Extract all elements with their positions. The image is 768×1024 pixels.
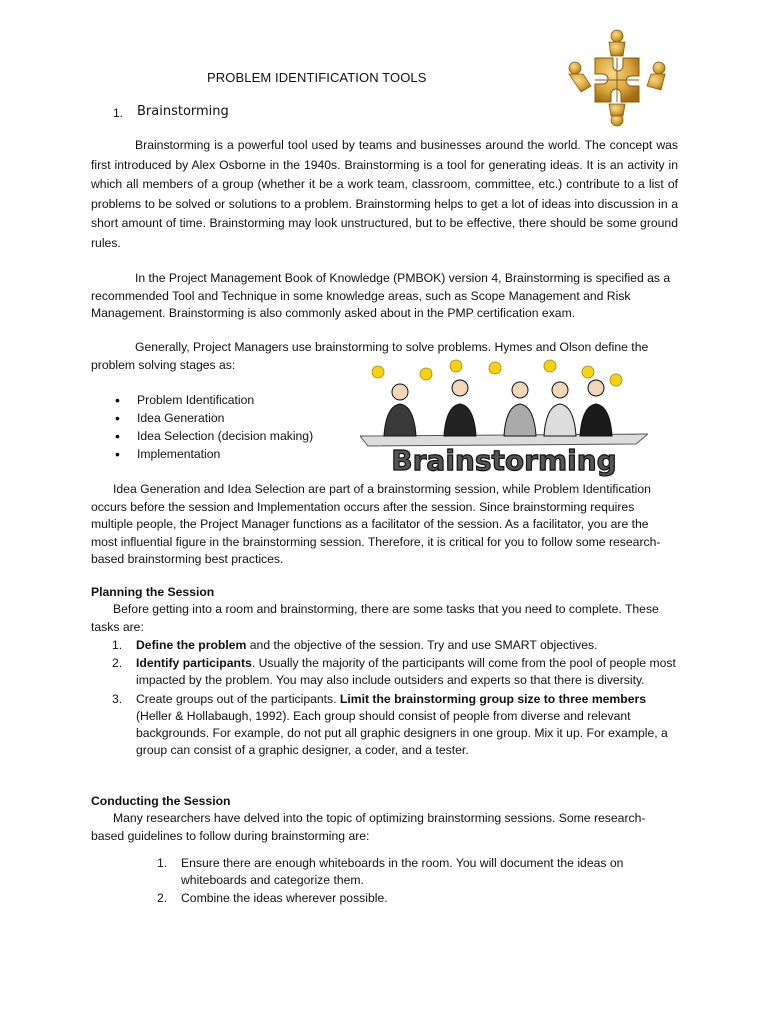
- planning-intro: Before getting into a room and brainstorming, there are some tasks that you need to complete. These tasks are:: [91, 602, 659, 634]
- conducting-heading: Conducting the Session: [91, 794, 231, 808]
- list-item: • Idea Selection (decision making): [115, 427, 313, 445]
- section-heading: Brainstorming: [137, 104, 229, 119]
- brainstorming-illustration: [360, 358, 648, 478]
- paragraph-facilitator: Idea Generation and Idea Selection are part of a brainstorming session, while Problem Identification occurs before the session and Implementation occurs after the session. Since brainstorming requires multiple people, the Project Manager functions as a facilitator of the session. As a facilitator, you are the most influential figure in the brainstorming session. Therefore, it is critical for you to follow some research-based brainstorming best practices.: [91, 482, 661, 566]
- list-item: 3. Create groups out of the participants. Limit the brainstorming group size to three members (Heller & Hollabaugh, 1992). Each group should consist of people from diverse and relevant backgrounds. For example, do not put all graphic designers in one group. Mix it up. For example, a group can consist of a graphic designer, a coder, and a tester.: [112, 691, 668, 758]
- paragraph-intro: Brainstorming is a powerful tool used by teams and businesses around the world. The concept was first introduced by Alex Osborne in the 1940s. Brainstorming is a tool for generating ideas. It is an activity in which all members of a group (whether it be a work team, classroom, committee, etc.) contribute to a list of problems to be solved or solutions to a problem. Brainstorming helps to get a lot of ideas into discussion in a short amount of time. Brainstorming may look unstructured, but to be effective, there should be some ground rules.: [91, 138, 678, 250]
- list-item: • Problem Identification: [115, 391, 313, 409]
- list-item: 2. Identify participants. Usually the majority of the participants will come from the pool of people most impacted by the problem. You may also include outsiders and experts so that there is diversity.: [112, 656, 676, 688]
- list-item: 2. Combine the ideas wherever possible.: [157, 891, 388, 906]
- list-item: 1. Ensure there are enough whiteboards in the room. You will document the ideas on whiteboards and categorize them.: [157, 856, 624, 888]
- conducting-list: [157, 855, 677, 909]
- section-number: 1.: [113, 106, 124, 120]
- brainstorming-banner-text: Brainstorming: [391, 444, 617, 477]
- planning-list: [112, 637, 678, 760]
- team-puzzle-illustration: [565, 28, 670, 133]
- page-title: PROBLEM IDENTIFICATION TOOLS: [207, 70, 427, 85]
- list-item: • Idea Generation: [115, 409, 313, 427]
- paragraph-stages-intro: Generally, Project Managers use brainstorming to solve problems. Hymes and Olson define the problem solving stages as:: [91, 340, 649, 372]
- list-item: 1. Define the problem and the objective of the session. Try and use SMART objectives.: [112, 638, 598, 652]
- planning-heading: Planning the Session: [91, 585, 215, 599]
- list-item: • Implementation: [115, 445, 313, 463]
- paragraph-pmbok: In the Project Management Book of Knowledge (PMBOK) version 4, Brainstorming is specified as a recommended Tool and Technique in some knowledge areas, such as Scope Management and Risk Management. Brainstorming is also commonly asked about in the PMP certification exam.: [91, 271, 671, 320]
- stages-list: [115, 391, 313, 463]
- conducting-intro: Many researchers have delved into the topic of optimizing brainstorming sessions. Some research-based guidelines to follow during brainstorming are:: [91, 811, 646, 843]
